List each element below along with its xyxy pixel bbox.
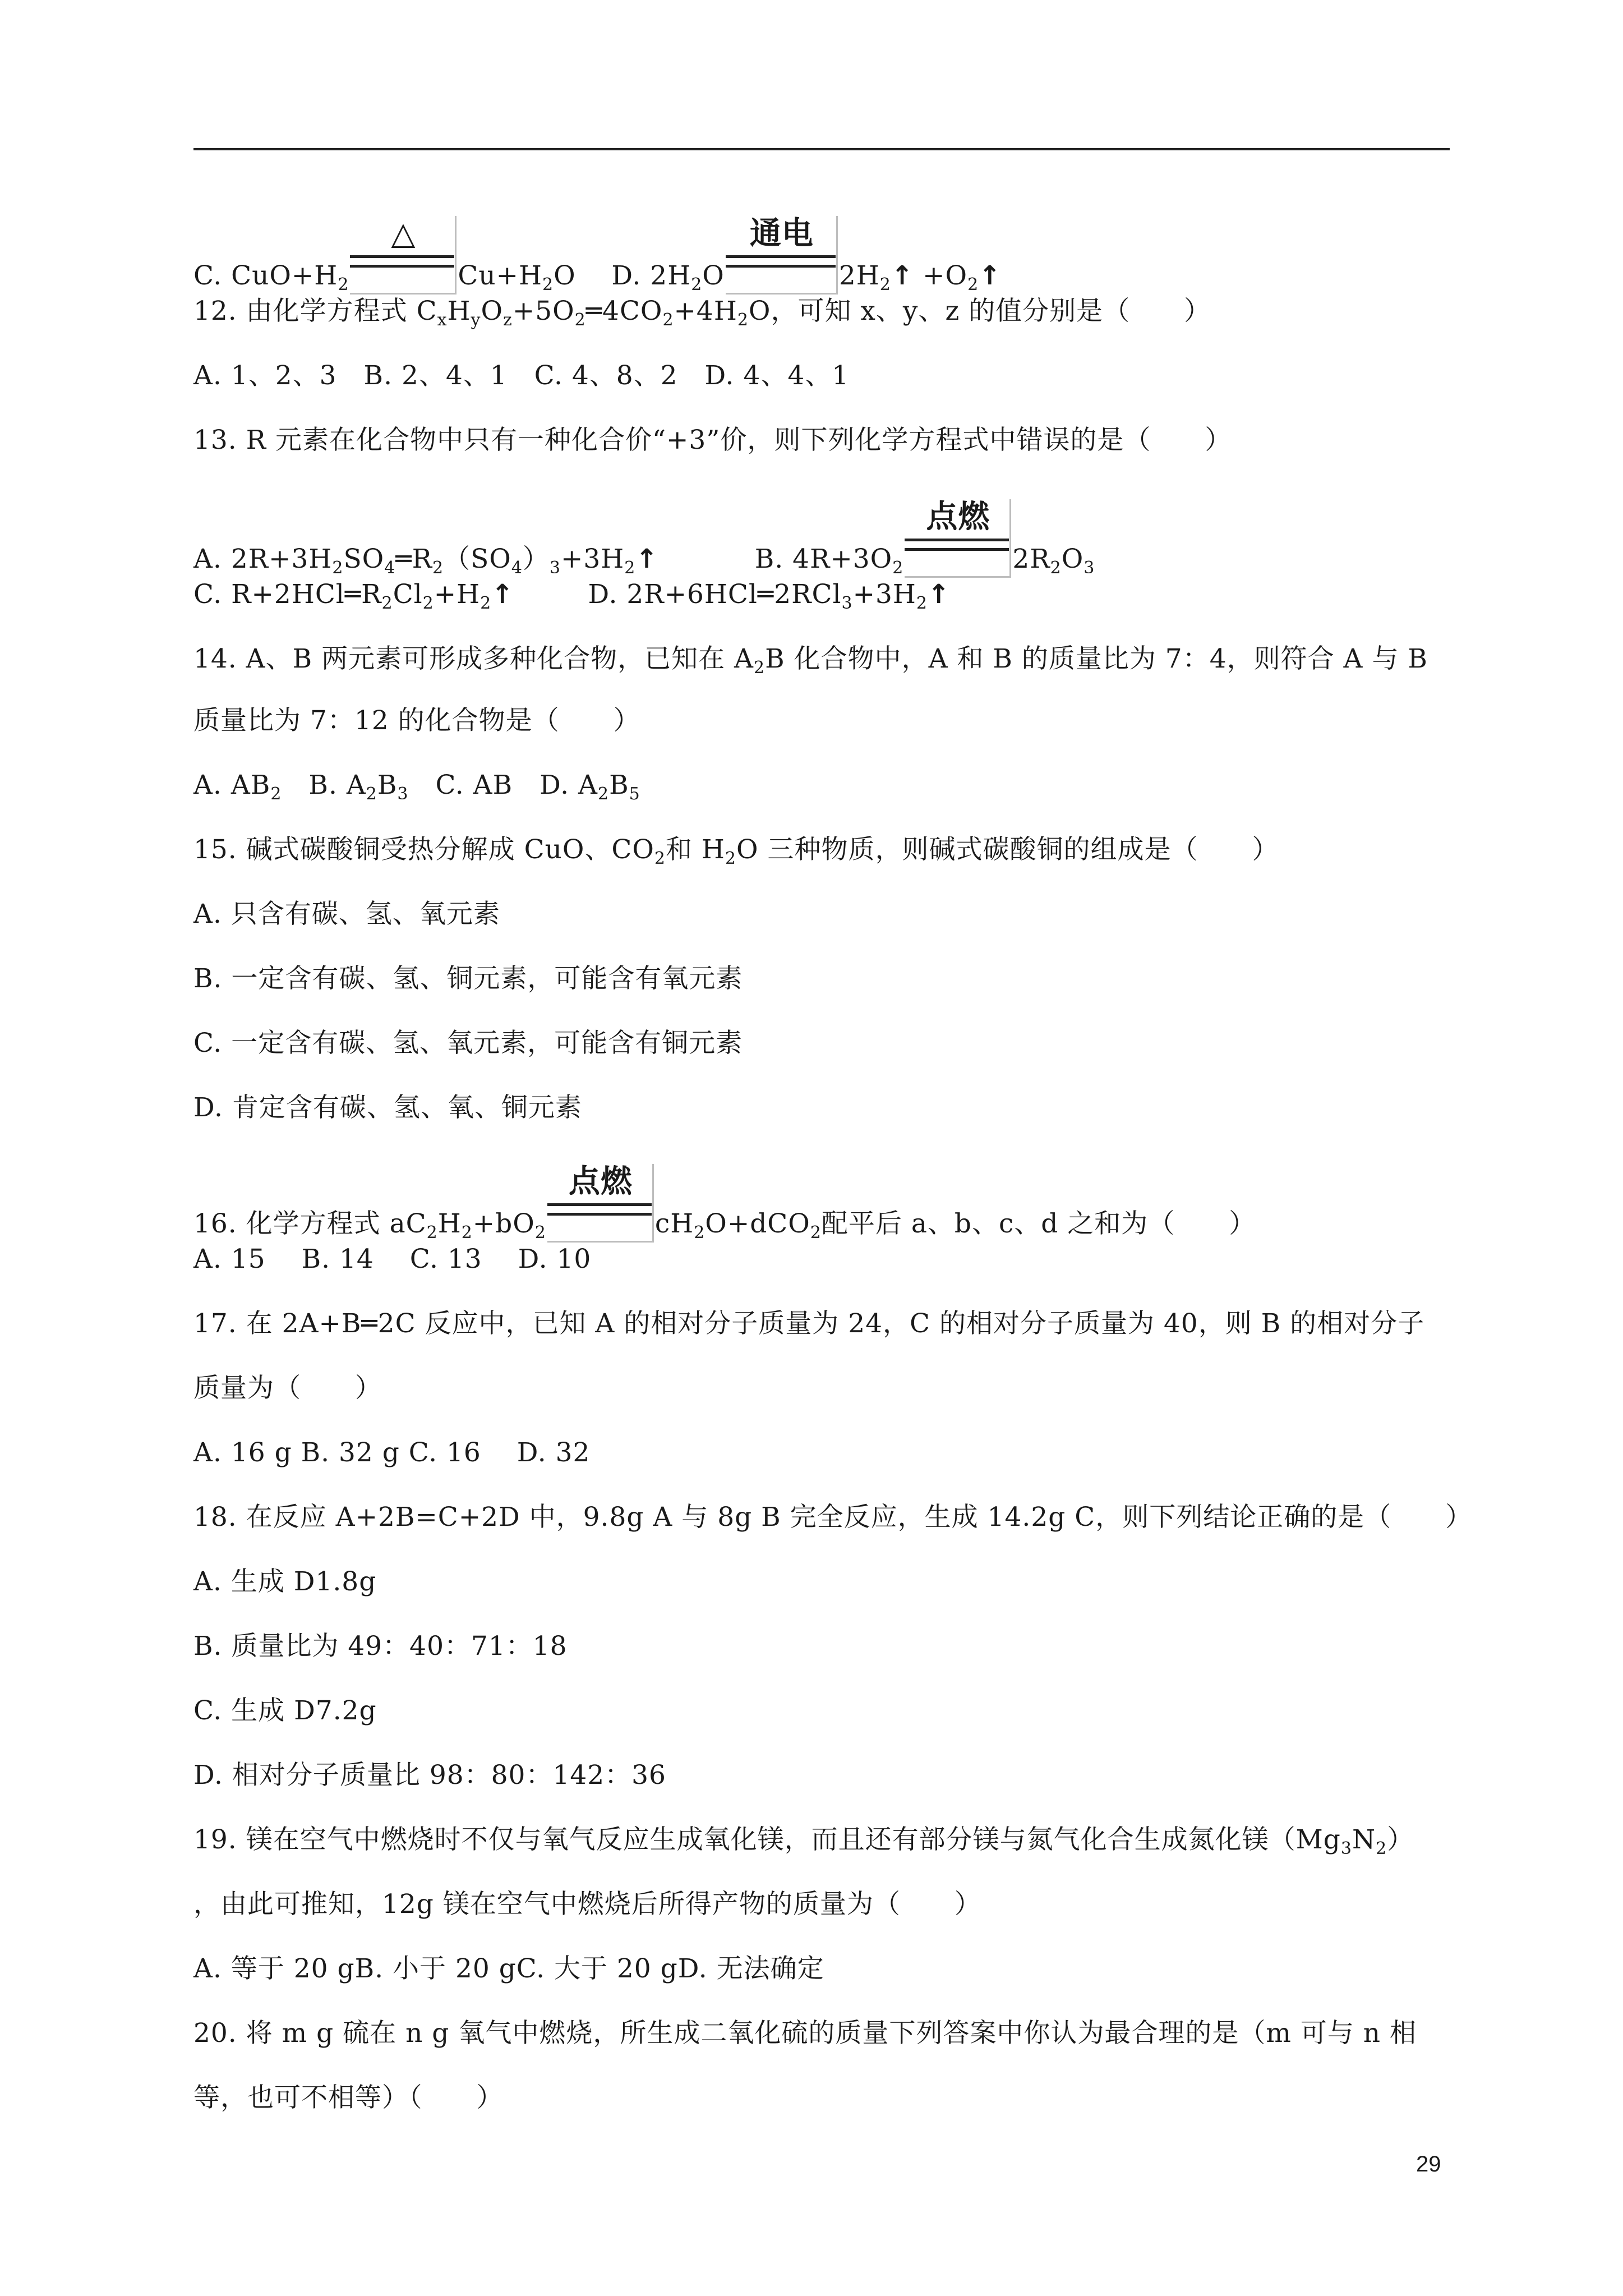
q18-stem: 18. 在反应 A+2B=C+2D 中，9.8g A 与 8g B 完全反应，生成 14.2g C，则下列结论正确的是（ ） [193, 1502, 1473, 1533]
q17-stem-line2: 质量为（ ） [193, 1373, 382, 1404]
q12-options: A. 1、2、3 B. 2、4、1 C. 4、8、2 D. 4、4、1 [193, 360, 850, 391]
q16-stem: 16. 化学方程式 $aC_2H_2+bO_2$ 点燃 $cH_2O+dCO_2$配平后 a、b、c、d 之和为（ ） [193, 1163, 1256, 1243]
q11-options-line: C. $CuO+H_2$ △ $Cu+H_2O$ D. $2H_2O$ 通电 $2H_2↑$ $+O_2↑$ [193, 215, 1002, 295]
condition-ignite: 点燃 [547, 1164, 654, 1243]
q17-options: A. 16 g B. 32 g C. 16 D. 32 [193, 1437, 591, 1468]
q19-stem-line2: ，由此可推知，12g 镁在空气中燃烧后所得产物的质量为（ ） [193, 1889, 981, 1920]
gas-arrow-icon: ↑ [891, 260, 914, 291]
q15-option-d: D. 肯定含有碳、氢、氧、铜元素 [193, 1092, 582, 1123]
gas-arrow-icon: ↑ [979, 260, 1002, 291]
q15-option-a: A. 只含有碳、氢、氧元素 [193, 899, 500, 930]
condition-ignite: 点燃 [905, 499, 1011, 578]
q18-option-d: D. 相对分子质量比 98：80：142：36 [193, 1760, 666, 1791]
q12-stem: 12. 由化学方程式 $C_xH_yO_z+5O_2═4CO_2+4H_2O$，可知 x、y、z 的值分别是（ ） [193, 296, 1211, 330]
q13-options-cd: C. $R+2HCl═R_2Cl_2+H_2↑$ D. $2R+6HCl═2RCl_3+3H_2↑$ [193, 579, 951, 613]
q15-stem: 15. 碱式碳酸铜受热分解成 CuO、$CO_2$和 $H_2O$ 三种物质，则碱式碳酸铜的组成是（ ） [193, 834, 1279, 868]
header-rule [193, 148, 1450, 150]
q19-stem-line1: 19. 镁在空气中燃烧时不仅与氧气反应生成氧化镁，而且还有部分镁与氮气化合生成氮化镁$(Mg_3N_2)$ [193, 1824, 1414, 1858]
q20-stem-line1: 20. 将 m g 硫在 n g 氧气中燃烧，所生成二氧化硫的质量下列答案中你认为最合理的是（m 可与 n 相 [193, 2018, 1417, 2049]
q16-options: A. 15 B. 14 C. 13 D. 10 [193, 1244, 592, 1274]
q14-stem-line2: 质量比为 7：12 的化合物是（ ） [193, 705, 640, 736]
q15-option-b: B. 一定含有碳、氢、铜元素，可能含有氧元素 [193, 963, 743, 994]
gas-arrow-icon: ↑ [927, 579, 951, 610]
q15-option-c: C. 一定含有碳、氢、氧元素，可能含有铜元素 [193, 1028, 743, 1059]
gas-arrow-icon: ↑ [635, 544, 658, 574]
q14-options: A. $AB_2$ B. $A_2B_3$ C. AB D. $A_2B_5$ [193, 770, 640, 804]
q13-options-ab: A. $2R+3H_2SO_4═R_2(SO_4)_3+3H_2↑$ B. $4R+3O_2$ 点燃 $2R_2O_3$ [193, 499, 1095, 578]
q17-stem-line1: 17. 在 2A+B═2C 反应中，已知 A 的相对分子质量为 24，C 的相对分子质量为 40，则 B 的相对分子 [193, 1308, 1425, 1339]
q20-stem-line2: 等，也可不相等）（ ） [193, 2082, 504, 2113]
condition-electrolysis: 通电 [726, 216, 838, 295]
q18-option-b: B. 质量比为 49：40：71：18 [193, 1631, 568, 1662]
q13-stem: 13. R 元素在化合物中只有一种化合价“+3”价，则下列化学方程式中错误的是（ ） [193, 425, 1232, 455]
condition-heat: △ [350, 216, 457, 295]
gas-arrow-icon: ↑ [491, 579, 514, 610]
q14-stem-line1: 14. A、B 两元素可形成多种化合物，已知在 $A_2B$ 化合物中，A 和 B 的质量比为 7：4，则符合 A 与 B [193, 643, 1428, 678]
q18-option-c: C. 生成 D7.2g [193, 1695, 377, 1726]
page-number: 29 [1416, 2152, 1441, 2177]
q18-option-a: A. 生成 D1.8g [193, 1566, 377, 1597]
q19-options: A. 等于 20 gB. 小于 20 gC. 大于 20 gD. 无法确定 [193, 1953, 824, 1984]
